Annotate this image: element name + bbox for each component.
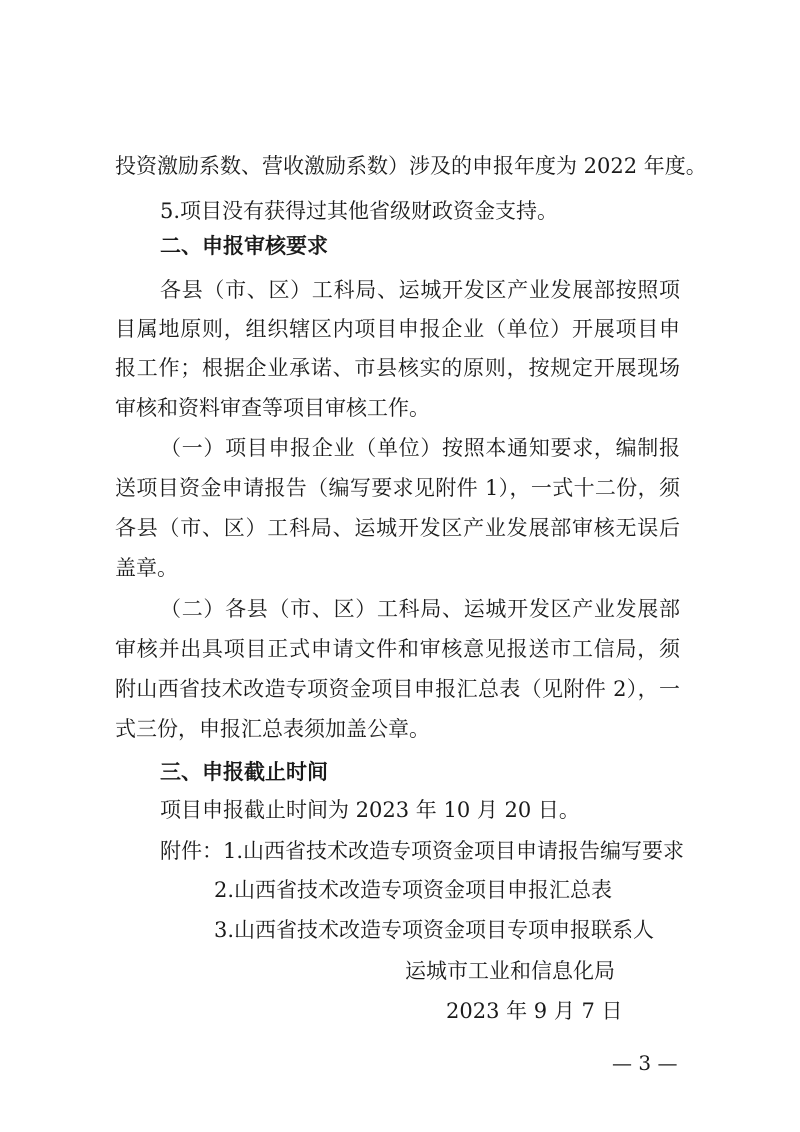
paragraph-line: 各县（市、区）工科局、运城开发区产业发展部按照项 xyxy=(160,278,680,302)
paragraph-line: 盖章。 xyxy=(115,556,178,580)
paragraph-line: （一）项目申报企业（单位）按照本通知要求，编制报 xyxy=(160,436,680,460)
paragraph-line: 5.项目没有获得过其他省级财政资金支持。 xyxy=(160,199,559,223)
section-heading: 三、申报截止时间 xyxy=(160,760,328,784)
page-number: — 3 — xyxy=(612,1051,678,1075)
paragraph-line: （二）各县（市、区）工科局、运城开发区产业发展部 xyxy=(160,597,680,621)
paragraph-line: 审核并出具项目正式申请文件和审核意见报送市工信局，须 xyxy=(115,637,680,661)
attachment-line: 3.山西省技术改造专项资金项目专项申报联系人 xyxy=(214,918,655,942)
section-heading: 二、申报审核要求 xyxy=(160,234,328,258)
paragraph-line: 附山西省技术改造专项资金项目申报汇总表（见附件 2），一 xyxy=(115,677,680,701)
paragraph-line: 投资激励系数、营收激励系数）涉及的申报年度为 2022 年度。 xyxy=(115,154,707,178)
paragraph-line: 报工作；根据企业承诺、市县核实的原则，按规定开展现场 xyxy=(115,356,680,380)
paragraph-line: 各县（市、区）工科局、运城开发区产业发展部审核无误后 xyxy=(115,516,680,540)
issue-date: 2023 年 9 月 7 日 xyxy=(446,999,623,1023)
paragraph-line: 目属地原则，组织辖区内项目申报企业（单位）开展项目申 xyxy=(115,317,680,341)
paragraph-line: 式三份，申报汇总表须加盖公章。 xyxy=(115,717,430,741)
issuer-name: 运城市工业和信息化局 xyxy=(405,959,615,983)
paragraph-line: 审核和资料审查等项目审核工作。 xyxy=(115,396,430,420)
paragraph-line: 项目申报截止时间为 2023 年 10 月 20 日。 xyxy=(160,798,580,822)
paragraph-line: 送项目资金申请报告（编写要求见附件 1），一式十二份，须 xyxy=(115,476,680,500)
attachment-line: 附件：1.山西省技术改造专项资金项目申请报告编写要求 xyxy=(160,839,685,863)
attachment-line: 2.山西省技术改造专项资金项目申报汇总表 xyxy=(214,878,613,902)
